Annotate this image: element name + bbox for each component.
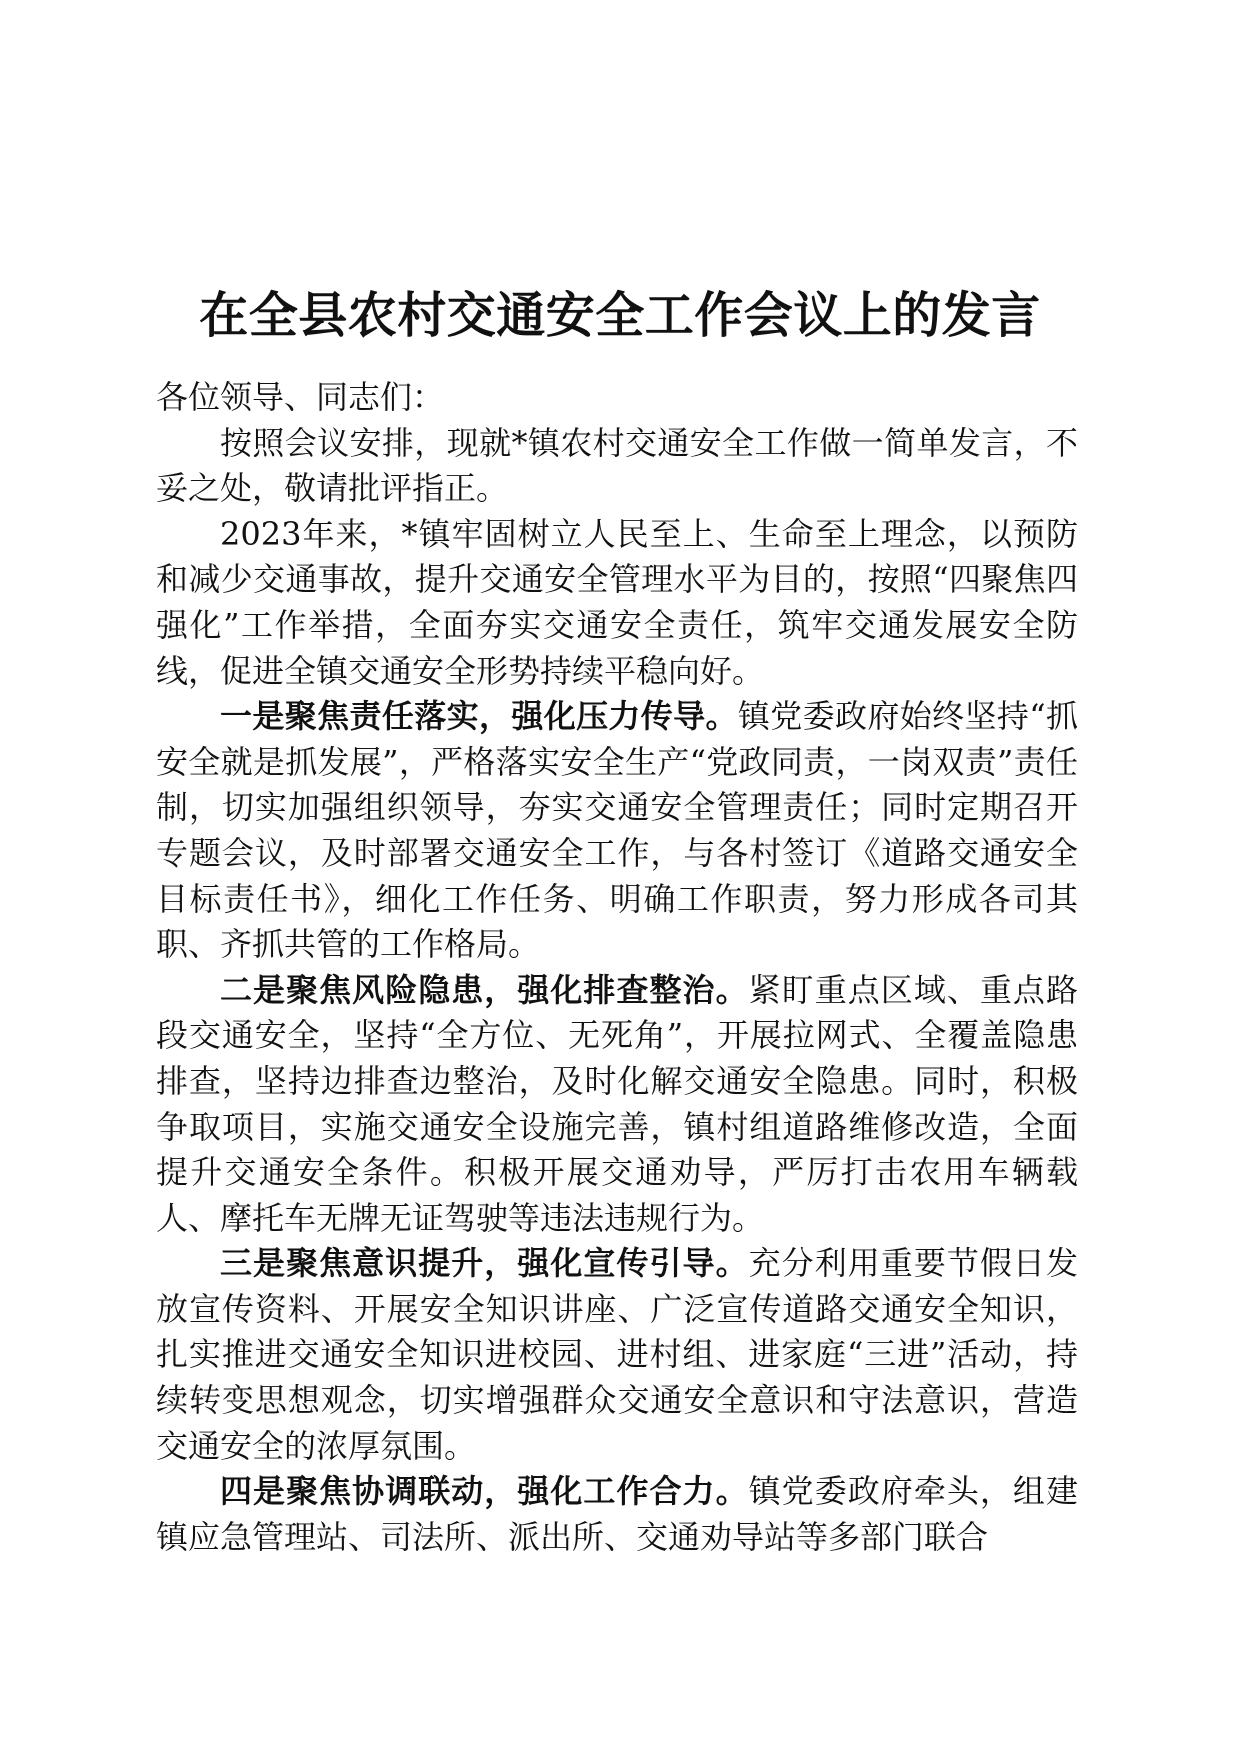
paragraph-text: 充分利用重要节假日发放宣传资料、开展安全知识讲座、广泛宣传道路交通安全知识，扎实推进交通安全知识进校园、进村组、进家庭“三进”活动，持续转变思想观念，切实增强群众交通安全意识和守法意识，营造交通安全的浓厚氛围。	[156, 1244, 1078, 1465]
paragraph-point-3	[156, 1241, 1078, 1469]
document-title: 在全县农村交通安全工作会议上的发言	[199, 285, 1041, 344]
paragraph-text: 按照会议安排，现就*镇农村交通安全工作做一简单发言，不妥之处，敬请批评指正。	[156, 423, 1078, 508]
paragraph-lead: 一是聚焦责任落实，强化压力传导。	[220, 697, 738, 736]
paragraph-lead: 二是聚焦风险隐患，强化排查整治。	[220, 970, 749, 1009]
paragraph-point-2	[156, 968, 1078, 1242]
paragraph-lead: 四是聚焦协调联动，强化工作合力。	[220, 1472, 749, 1511]
paragraph-overview	[156, 512, 1078, 694]
paragraph-intro	[156, 421, 1078, 512]
paragraph-text: 镇党委政府牵头，组建镇应急管理站、司法所、派出所、交通劝导站等多部门联合	[156, 1472, 1078, 1556]
paragraph-point-1	[156, 694, 1078, 968]
salutation: 各位领导、同志们：	[156, 378, 445, 416]
paragraph-lead: 三是聚焦意识提升，强化宣传引导。	[220, 1244, 749, 1283]
paragraph-text: 镇党委政府始终坚持“抓安全就是抓发展”，严格落实安全生产“党政同责，一岗双责”责任制，切实加强组织领导，夯实交通安全管理责任；同时定期召开专题会议，及时部署交通安全工作，与各村签订《道路交通安全目标责任书》，细化工作任务、明确工作职责，努力形成各司其职、齐抓共管的工作格局。	[156, 697, 1078, 964]
paragraph-point-4	[156, 1469, 1078, 1560]
document-body	[156, 375, 1078, 1560]
paragraph-text: 2023年来，*镇牢固树立人民至上、生命至上理念，以预防和减少交通事故，提升交通安全管理水平为目的，按照“四聚焦四强化”工作举措，全面夯实交通安全责任，筑牢交通发展安全防线，促进全镇交通安全形势持续平稳向好。	[156, 514, 1078, 690]
paragraph-text: 紧盯重点区域、重点路段交通安全，坚持“全方位、无死角”，开展拉网式、全覆盖隐患排查，坚持边排查边整治，及时化解交通安全隐患。同时，积极争取项目，实施交通安全设施完善，镇村组道路维修改造，全面提升交通安全条件。积极开展交通劝导，严厉打击农用车辆载人、摩托车无牌无证驾驶等违法违规行为。	[156, 970, 1078, 1237]
